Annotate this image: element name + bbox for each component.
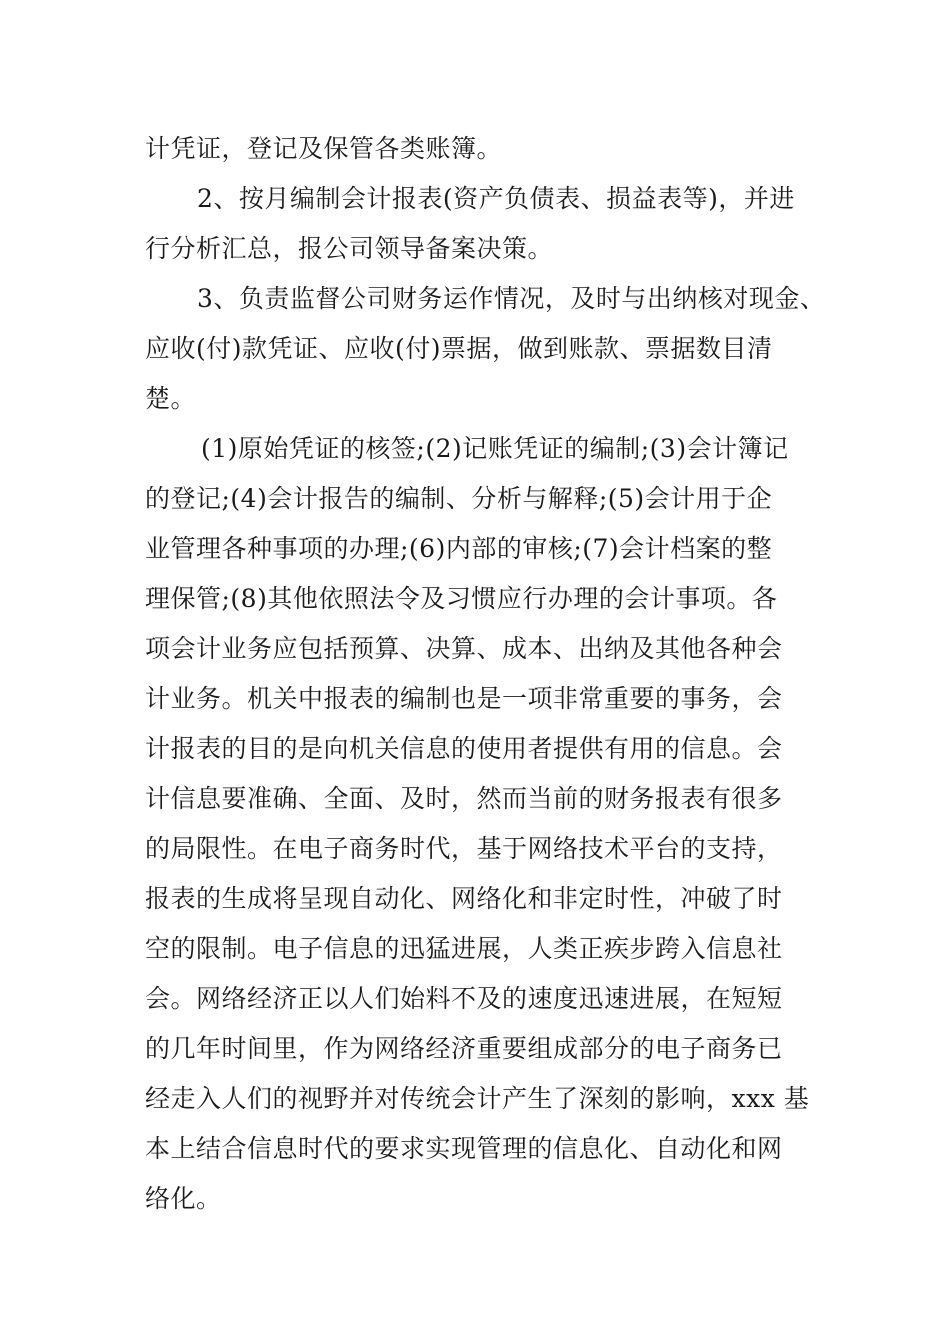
text-line: 计凭证，登记及保管各类账簿。 xyxy=(145,134,503,163)
text-line: 计信息要准确、全面、及时，然而当前的财务报表有很多 xyxy=(145,784,783,813)
document-body xyxy=(145,124,826,1224)
text-line: 的登记;(4)会计报告的编制、分析与解释;(5)会计用于企 xyxy=(145,484,773,513)
text-line: 理保管;(8)其他依照法令及习惯应行办理的会计事项。各 xyxy=(145,584,778,613)
text-line: 项会计业务应包括预算、决算、成本、出纳及其他各种会 xyxy=(145,634,783,663)
text-line: 经走入人们的视野并对传统会计产生了深刻的影响，xxx 基 xyxy=(145,1084,810,1113)
text-line: 计报表的目的是向机关信息的使用者提供有用的信息。会 xyxy=(145,734,783,763)
text-line: 会。网络经济正以人们始料不及的速度迅速进展，在短短 xyxy=(145,984,783,1013)
text-line: 络化。 xyxy=(145,1184,222,1213)
text-line: 的局限性。在电子商务时代，基于网络技术平台的支持， xyxy=(145,834,783,863)
text-line: (1)原始凭证的核签;(2)记账凭证的编制;(3)会计簿记 xyxy=(201,434,789,463)
text-line: 的几年时间里，作为网络经济重要组成部分的电子商务已 xyxy=(145,1034,783,1063)
text-line: 应收(付)款凭证、应收(付)票据，做到账款、票据数目清 xyxy=(145,334,773,363)
text-line: 楚。 xyxy=(145,384,197,413)
text-line: 3、负责监督公司财务运作情况，及时与出纳核对现金、 xyxy=(197,284,826,313)
text-line: 行分析汇总，报公司领导备案决策。 xyxy=(145,234,554,263)
text-line: 空的限制。电子信息的迅猛进展，人类正疾步跨入信息社 xyxy=(145,934,783,963)
text-line: 2、按月编制会计报表(资产负债表、损益表等)，并进 xyxy=(197,184,795,213)
text-line: 报表的生成将呈现自动化、网络化和非定时性，冲破了时 xyxy=(145,884,783,913)
text-line: 本上结合信息时代的要求实现管理的信息化、自动化和网 xyxy=(145,1134,783,1163)
text-line: 业管理各种事项的办理;(6)内部的审核;(7)会计档案的整 xyxy=(145,534,773,563)
text-line: 计业务。机关中报表的编制也是一项非常重要的事务，会 xyxy=(145,684,783,713)
